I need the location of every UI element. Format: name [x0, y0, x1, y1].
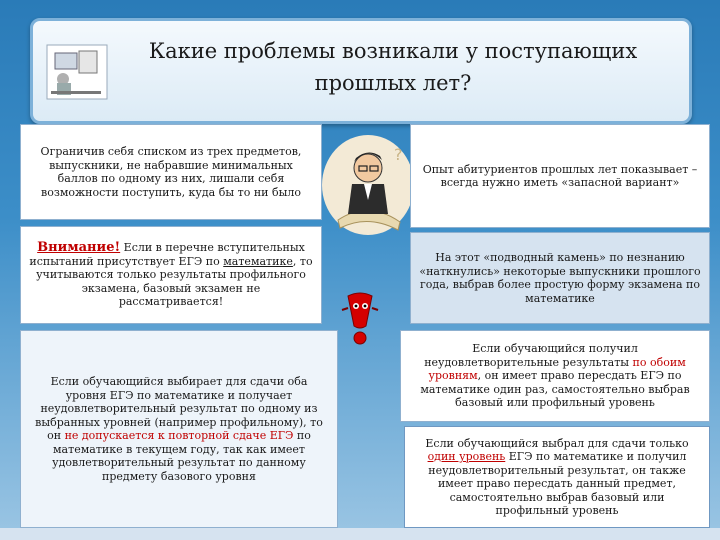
right-panel-4-text: [413, 437, 701, 518]
left-panel-3-text: [29, 375, 329, 483]
right-panel-3-text: [409, 342, 701, 410]
right-panel-4-red: один уровень: [427, 450, 506, 463]
left-panel-3-part-a: Если обучающийся выбирает для сдачи оба уровня ЕГЭ по математике и получает неудовлетворительный результат по одному из выбранных уровней (например профильному), то он: [35, 375, 323, 442]
right-panel-3-part-a: Если обучающийся получил неудовлетворительные результаты: [424, 342, 638, 369]
bottom-strip: [0, 528, 720, 540]
title-line-1: Какие проблемы возникали у поступающих: [148, 39, 638, 63]
title-line-2: прошлых лет?: [314, 71, 472, 95]
svg-text:?: ?: [394, 145, 403, 164]
right-panel-3-part-b: , он имеет право пересдать ЕГЭ по математике один раз, самостоятельно выбрав базовый или профильный уровень: [420, 369, 690, 410]
right-panel-1-text: Опыт абитуриентов прошлых лет показывает – всегда нужно иметь «запасной вариант»: [422, 162, 698, 189]
left-panel-3-part-b: по математике в текущем году, так как имеет удовлетворительный результат по данному предмету базового уровня: [52, 429, 311, 483]
right-panel-3: [400, 330, 710, 422]
left-panel-2-part-a: Если в перечне вступительных испытаний присутствует ЕГЭ по: [29, 241, 305, 268]
left-panel-2: [20, 226, 322, 324]
page-title: [133, 35, 653, 99]
right-panel-2: [410, 232, 710, 324]
left-panel-3-red: не допускается к повторной сдаче ЕГЭ: [64, 429, 294, 442]
right-panel-4: [404, 426, 710, 528]
title-box: [30, 18, 692, 124]
computer-desk-clipart-icon: [45, 43, 109, 101]
left-panel-2-part-b: , то учитываются только результаты профильного экзамена, базовый экзамен не рассматривается!: [36, 254, 313, 309]
left-panel-1: [20, 124, 322, 220]
right-panel-3-red: по обоим уровням: [428, 355, 686, 383]
left-panel-2-text: [29, 241, 313, 309]
right-panel-1: [410, 124, 710, 228]
student-thinking-clipart-icon: [318, 130, 418, 240]
right-panel-4-part-b: ЕГЭ по математике и получил неудовлетворительный результат, он также имеет право пересдать данный предмет, самостоятельно выбрав базовый или профильный уровень: [428, 450, 687, 517]
left-panel-1-text: Ограничив себя списком из трех предметов, выпускники, не набравшие минимальных баллов по одному из них, лишали себя возможности поступить, куда бы то ни было: [40, 145, 302, 199]
red-exclamation-icon: [338, 290, 382, 346]
right-panel-2-text: На этот «подводный камень» по незнанию «наткнулись» некоторые выпускники прошлого года, выбрав более простую форму экзамена по математике: [419, 251, 701, 305]
attention-label: Внимание!: [37, 240, 121, 256]
left-panel-2-math: математике: [223, 254, 293, 268]
right-panel-4-part-a: Если обучающийся выбрал для сдачи только: [425, 436, 689, 450]
left-panel-3: [20, 330, 338, 528]
